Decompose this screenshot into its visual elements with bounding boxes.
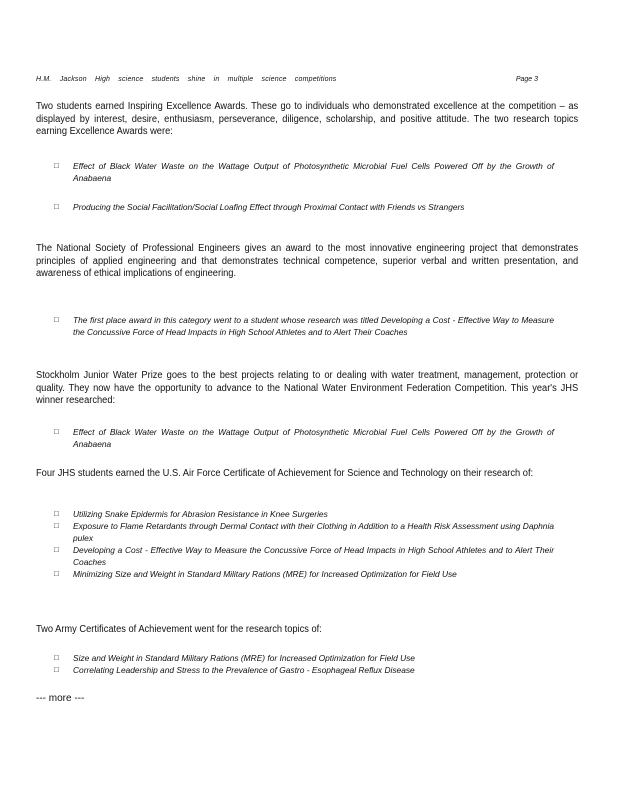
list-item-text: Exposure to Flame Retardants through Dermal Contact with their Clothing in Addition to a Health Risk Assessment using Daphnia pulex <box>73 521 554 543</box>
more-indicator: --- more --- <box>36 693 85 704</box>
paragraph-stockholm-prize: Stockholm Junior Water Prize goes to the best projects relating to or dealing with water treatment, management, protection or quality. They now have the opportunity to advance to the National Water Environment Federation Competition. This year's JHS winner researched: <box>36 370 579 407</box>
list-item-text: Producing the Social Facilitation/Social Loafing Effect through Proximal Contact with Friends vs Strangers <box>73 202 465 212</box>
list-air-force <box>54 508 554 580</box>
list-excellence-topics <box>54 160 554 213</box>
paragraph-engineers-award: The National Society of Professional Engineers gives an award to the most innovative engineering project that demonstrates principles of applied engineering and that demonstrates technical competence, superior verbal and written presentation, and awareness of ethical implications of engineering. <box>36 243 579 280</box>
list-item-text: Size and Weight in Standard Military Rations (MRE) for Increased Optimization for Field Use <box>73 653 415 663</box>
list-item <box>54 544 554 568</box>
bullet-icon: □ <box>54 509 59 518</box>
list-stockholm <box>54 426 554 450</box>
paragraph-army: Two Army Certificates of Achievement went for the research topics of: <box>36 624 322 635</box>
bullet-icon: □ <box>54 665 59 674</box>
list-item <box>54 568 554 580</box>
list-item <box>54 664 554 676</box>
list-item-text: Minimizing Size and Weight in Standard Military Rations (MRE) for Increased Optimization for Field Use <box>73 569 457 579</box>
bullet-icon: □ <box>54 545 59 554</box>
bullet-icon: □ <box>54 521 59 530</box>
bullet-icon: □ <box>54 202 59 211</box>
bullet-icon: □ <box>54 653 59 662</box>
bullet-icon: □ <box>54 427 59 436</box>
bullet-icon: □ <box>54 315 59 324</box>
list-item-text: Utilizing Snake Epidermis for Abrasion Resistance in Knee Surgeries <box>73 509 328 519</box>
list-item-text: Effect of Black Water Waste on the Wattage Output of Photosynthetic Microbial Fuel Cells Powered Off by the Growth of Anabaena <box>73 427 554 449</box>
paragraph-air-force: Four JHS students earned the U.S. Air Force Certificate of Achievement for Science and Technology on their research of: <box>36 468 534 479</box>
list-item-text: Effect of Black Water Waste on the Wattage Output of Photosynthetic Microbial Fuel Cells Powered Off by the Growth of Anabaena <box>73 161 554 183</box>
bullet-icon: □ <box>54 161 59 170</box>
list-item-text: Developing a Cost - Effective Way to Measure the Concussive Force of Head Impacts in High School Athletes and to Alert Their Coaches <box>73 545 554 567</box>
list-army <box>54 652 554 676</box>
list-item-text: Correlating Leadership and Stress to the Prevalence of Gastro - Esophageal Reflux Disease <box>73 665 415 675</box>
list-item <box>54 520 554 544</box>
list-item <box>54 201 554 213</box>
list-item <box>54 508 554 520</box>
list-item <box>54 426 554 450</box>
list-item <box>54 652 554 664</box>
list-item <box>54 160 554 184</box>
bullet-icon: □ <box>54 569 59 578</box>
list-item-text: The first place award in this category went to a student whose research was titled Developing a Cost - Effective Way to Measure the Concussive Force of Head Impacts in High School Athletes and to Alert Their Coaches <box>73 315 554 337</box>
list-item <box>54 314 554 338</box>
list-engineers <box>54 314 554 338</box>
running-header: H.M. Jackson High science students shine in multiple science competitions <box>36 76 337 83</box>
paragraph-excellence-awards: Two students earned Inspiring Excellence Awards. These go to individuals who demonstrated excellence at the competition – as displayed by interest, desire, enthusiasm, perseverance, diligence, scholarship, and positive attitude. The two research topics earning Excellence Awards were: <box>36 101 579 138</box>
page-number: Page 3 <box>515 76 538 83</box>
